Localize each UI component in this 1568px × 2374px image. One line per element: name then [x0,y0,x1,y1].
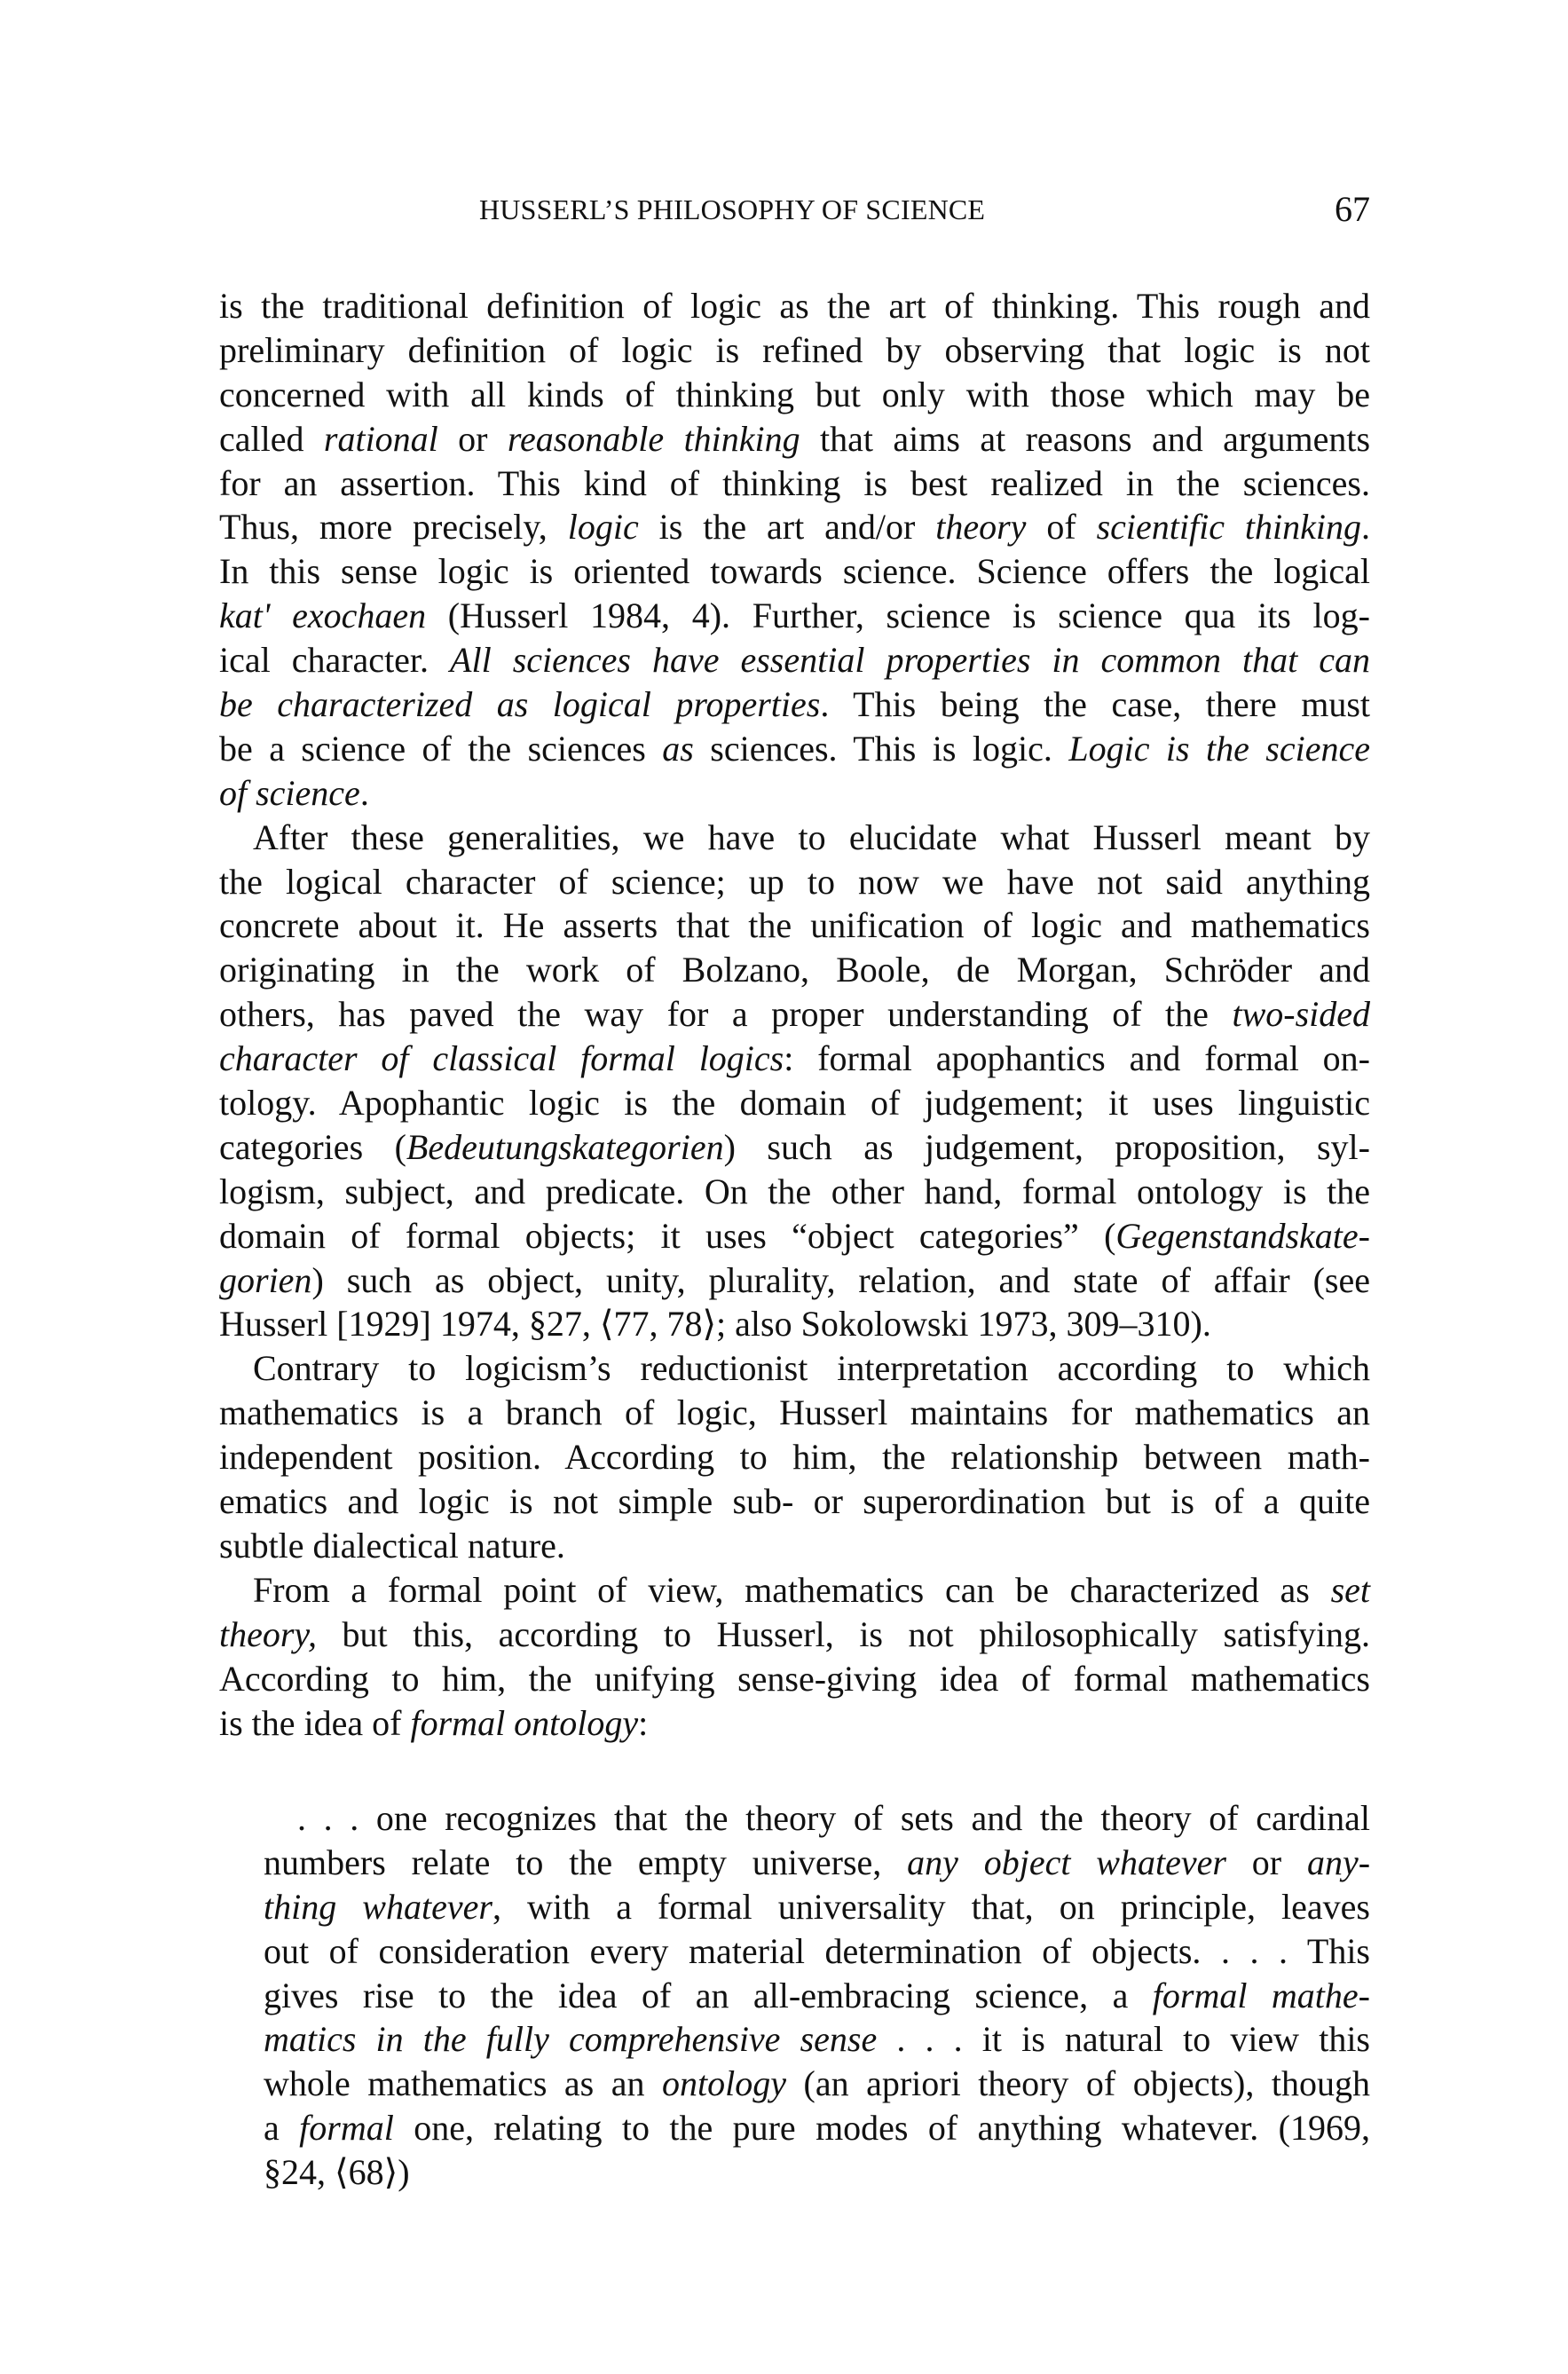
text-line [219,284,1370,328]
block-quote [264,1796,1370,2195]
text-line [264,1796,1370,1841]
text-run: subtle dialectical nature. [219,1525,565,1566]
text-run: gives rise to the idea of an all-embracing science, a [264,1975,1153,2015]
text-line [219,860,1370,904]
running-head [219,187,1370,232]
italic-text: set [1330,1569,1370,1610]
italic-text: character of classical formal logics [219,1038,784,1079]
italic-text: thing whatever [264,1886,492,1927]
text-run: tology. Apophantic logic is the domain of judgement; it uses linguistic [219,1083,1370,1124]
text-line [219,771,1370,816]
text-run: After these generalities, we have to elucidate what Husserl meant by [253,816,1370,857]
text-run: out of consideration every material determination of objects. . . . This [264,1930,1370,1971]
body-text [219,284,1370,1745]
text-run: logism, subject, and predicate. On the other hand, formal ontology is the [219,1171,1370,1211]
text-line [219,727,1370,771]
text-run: of [1026,507,1097,548]
text-run: : formal apophantics and formal on- [784,1038,1371,1079]
italic-text: rational [323,418,438,459]
text-line [219,1214,1370,1258]
text-line [264,2150,1370,2195]
text-line [219,594,1370,638]
text-line [219,816,1370,860]
text-run: , with a formal universality that, on principle, leaves [492,1886,1370,1927]
text-line [219,549,1370,594]
text-run: Thus, more precisely, [219,507,568,548]
quote-paragraph [264,1796,1370,2195]
text-run: (Husserl 1984, 4). Further, science is science qua its log- [426,595,1370,636]
italic-text: kat' exochaen [219,595,427,636]
text-run: one, relating to the pure modes of anything whatever. (1969, [393,2108,1370,2149]
text-run: : [638,1702,649,1743]
text-line [219,1613,1370,1657]
text-run: §24, ⟨68⟩) [264,2152,410,2193]
text-line [219,992,1370,1037]
text-run: or [1225,1842,1307,1882]
text-line [219,1170,1370,1214]
text-line [219,1701,1370,1746]
text-line [219,461,1370,506]
italic-text: reasonable thinking [507,418,800,459]
italic-text: formal mathe- [1152,1975,1370,2015]
text-run: that aims at reasons and arguments [800,418,1371,459]
text-run: concrete about it. He asserts that the unification of logic and mathematics [219,905,1370,946]
text-run: Contrary to logicism’s reductionist interpretation according to which [253,1348,1370,1389]
italic-text: as [662,728,694,769]
italic-text: matics in the fully comprehensive sense [264,2019,878,2060]
text-line [219,1037,1370,1081]
text-run: preliminary definition of logic is refined by observing that logic is not [219,329,1370,370]
text-run: . . . it is natural to view this [877,2019,1370,2060]
text-run: (an apriori theory of objects), though [786,2063,1370,2104]
running-title: HUSSERL’S PHILOSOPHY OF SCIENCE [479,193,986,225]
text-line [219,1391,1370,1435]
text-run: . [1361,507,1371,548]
italic-text: any object whatever [907,1842,1226,1882]
text-run: but this, according to Husserl, is not philosophically satisfying. [316,1613,1370,1654]
text-run: domain of formal objects; it uses “object categories” ( [219,1215,1116,1256]
text-run: is the idea of [219,1702,411,1743]
text-run: be a science of the sciences [219,728,663,769]
text-run: . This being the case, there must [820,684,1370,725]
text-line [219,505,1370,549]
italic-text: Bedeutungskategorien [406,1126,724,1167]
text-run: According to him, the unifying sense-giving idea of formal mathematics [219,1658,1370,1699]
text-line [264,1929,1370,1974]
text-line [219,1657,1370,1701]
italic-text: Logic is the science [1068,728,1371,769]
text-line [219,948,1370,992]
paragraph [219,816,1370,1347]
text-run: ematics and logic is not simple sub- or superordination but is of a quite [219,1481,1370,1522]
text-line [219,1081,1370,1125]
text-line [219,1568,1370,1613]
text-line [264,1974,1370,2018]
italic-text: logic [567,507,639,548]
paragraph [219,1346,1370,1567]
text-run: others, has paved the way for a proper understanding of the [219,994,1233,1035]
italic-text: scientific thinking [1096,507,1362,548]
italic-text: gorien [219,1259,312,1300]
text-run: . [359,772,369,813]
italic-text: formal [299,2108,394,2149]
italic-text: All sciences have essential properties in common that can [450,640,1370,681]
text-line [219,682,1370,727]
text-run: Husserl [1929] 1974, §27, ⟨77, 78⟩; also Sokolowski 1973, 309–310). [219,1304,1211,1345]
text-run: From a formal point of view, mathematics can be characterized as [253,1569,1331,1610]
text-run: is the art and/or [638,507,936,548]
text-run: . . . one recognizes that the theory of sets and the theory of cardinal [297,1798,1370,1838]
text-line [219,1302,1370,1346]
text-run: whole mathematics as an [264,2063,663,2104]
text-line [264,2106,1370,2150]
text-run: independent position. According to him, the relationship between math- [219,1437,1370,1478]
italic-text: theory [935,507,1027,548]
text-run: ) such as judgement, proposition, syl- [723,1126,1370,1167]
text-run: ical character. [219,640,451,681]
text-line [264,1885,1370,1929]
text-line [219,1125,1370,1170]
text-line [219,903,1370,948]
text-line [219,638,1370,682]
text-line [219,1479,1370,1524]
text-line [219,1346,1370,1391]
text-run: for an assertion. This kind of thinking is best realized in the sciences. [219,462,1370,503]
italic-text: theory, [219,1613,317,1654]
text-run: is the traditional definition of logic as the art of thinking. This rough and [219,286,1370,326]
text-run: called [219,418,324,459]
text-line [219,1435,1370,1479]
text-run: a [264,2108,300,2149]
text-run: sciences. This is logic. [693,728,1069,769]
text-run: mathematics is a branch of logic, Husserl maintains for mathematics an [219,1392,1370,1433]
text-run: originating in the work of Bolzano, Boole, de Morgan, Schröder and [219,950,1370,990]
italic-text: of science [219,772,360,813]
text-line [219,417,1370,461]
italic-text: ontology [662,2063,786,2104]
text-line [219,1258,1370,1303]
page-number: 67 [1335,189,1370,229]
text-run: numbers relate to the empty universe, [264,1842,908,1882]
text-line [264,2017,1370,2062]
text-run: concerned with all kinds of thinking but only with those which may be [219,374,1370,414]
text-line [264,1841,1370,1885]
italic-text: be characterized as logical properties [219,684,821,725]
text-line [219,1524,1370,1568]
text-run: or [437,418,508,459]
text-run: ) such as object, unity, plurality, relation, and state of affair (see [311,1259,1370,1300]
italic-text: Gegenstandskate- [1115,1215,1370,1256]
text-run: In this sense logic is oriented towards science. Science offers the logical [219,551,1370,592]
paragraph [219,1568,1370,1746]
text-run: the logical character of science; up to now we have not said anything [219,861,1370,902]
text-line [219,373,1370,417]
text-run: categories ( [219,1126,406,1167]
italic-text: formal ontology [410,1702,639,1743]
italic-text: any- [1306,1842,1371,1882]
italic-text: two-sided [1232,994,1370,1035]
text-line [219,328,1370,373]
paragraph [219,284,1370,816]
text-line [264,2062,1370,2106]
